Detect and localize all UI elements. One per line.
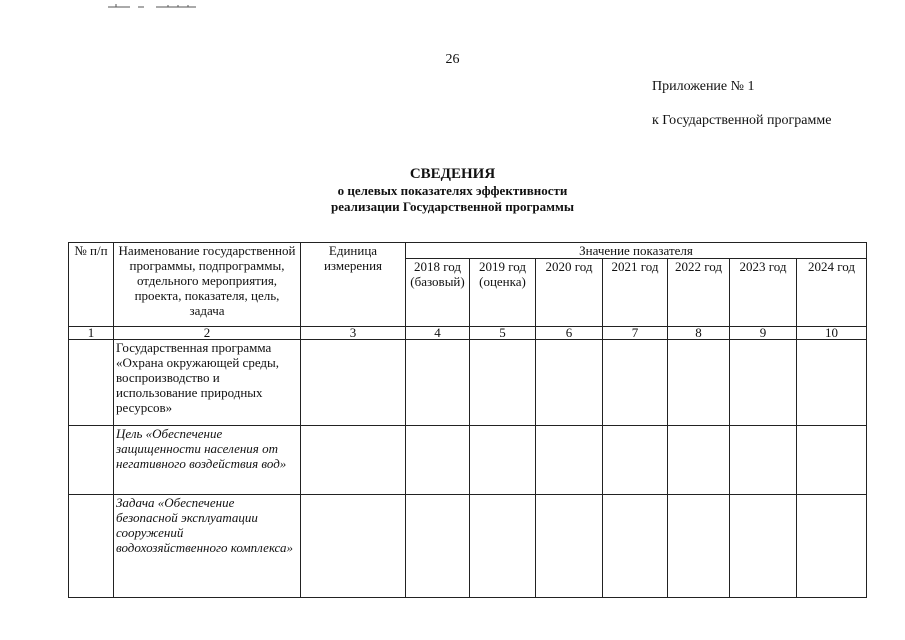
value-cell xyxy=(470,340,536,426)
value-cell xyxy=(406,426,470,495)
value-cell xyxy=(603,340,668,426)
value-cell xyxy=(536,426,603,495)
header-year: 2024 год xyxy=(797,259,867,327)
column-number-row xyxy=(69,327,867,340)
column-number: 9 xyxy=(730,327,797,340)
value-cell xyxy=(470,495,536,598)
value-cell xyxy=(470,426,536,495)
header-year: 2018 год (базовый) xyxy=(406,259,470,327)
row-num-cell xyxy=(69,495,114,598)
document-title: СВЕДЕНИЯ xyxy=(409,166,496,182)
row-name-cell: Цель «Обеспечение защищенности населения от негативного воздействия вод» xyxy=(114,426,301,495)
column-number: 5 xyxy=(470,327,536,340)
value-cell xyxy=(406,340,470,426)
column-number: 10 xyxy=(797,327,867,340)
row-unit-cell xyxy=(301,340,406,426)
value-cell xyxy=(668,340,730,426)
document-subtitle-line2: реализации Государственной программы xyxy=(331,199,574,214)
value-cell xyxy=(797,426,867,495)
value-cell xyxy=(603,426,668,495)
table-header-row xyxy=(69,243,867,259)
header-year: 2023 год xyxy=(730,259,797,327)
header-unit: Единица измерения xyxy=(301,243,406,327)
value-cell xyxy=(730,340,797,426)
value-cell xyxy=(668,495,730,598)
value-cell xyxy=(603,495,668,598)
value-cell xyxy=(668,426,730,495)
value-cell xyxy=(797,340,867,426)
table-row xyxy=(69,340,867,426)
column-number: 1 xyxy=(69,327,114,340)
table-row xyxy=(69,495,867,598)
row-unit-cell xyxy=(301,426,406,495)
header-num: № п/п xyxy=(69,243,114,327)
row-num-cell xyxy=(69,340,114,426)
column-number: 4 xyxy=(406,327,470,340)
column-number: 2 xyxy=(114,327,301,340)
row-name-cell: Государственная программа «Охрана окружающей среды, воспроизводство и использование природных ресурсов» xyxy=(114,340,301,426)
indicators-table xyxy=(68,242,867,598)
header-year: 2019 год (оценка) xyxy=(470,259,536,327)
row-name-cell: Задача «Обеспечение безопасной эксплуатации сооружений водохозяйственного комплекса» xyxy=(114,495,301,598)
appendix-label: Приложение № 1 xyxy=(652,79,755,94)
header-year: 2021 год xyxy=(603,259,668,327)
value-cell xyxy=(406,495,470,598)
document-subtitle-line1: о целевых показателях эффективности xyxy=(337,183,568,198)
value-cell xyxy=(730,426,797,495)
column-number: 3 xyxy=(301,327,406,340)
row-unit-cell xyxy=(301,495,406,598)
column-number: 8 xyxy=(668,327,730,340)
page-number: 26 xyxy=(445,52,460,67)
value-cell xyxy=(730,495,797,598)
table-row xyxy=(69,426,867,495)
header-values-group: Значение показателя xyxy=(406,243,867,259)
header-year: 2022 год xyxy=(668,259,730,327)
header-name: Наименование государственной программы, подпрограммы, отдельного мероприятия, проекта, показателя, цель, задача xyxy=(114,243,301,327)
value-cell xyxy=(797,495,867,598)
header-year: 2020 год xyxy=(536,259,603,327)
scan-artifact-mark xyxy=(108,1,198,9)
row-num-cell xyxy=(69,426,114,495)
appendix-reference: к Государственной программе xyxy=(652,113,832,128)
column-number: 7 xyxy=(603,327,668,340)
column-number: 6 xyxy=(536,327,603,340)
value-cell xyxy=(536,495,603,598)
value-cell xyxy=(536,340,603,426)
